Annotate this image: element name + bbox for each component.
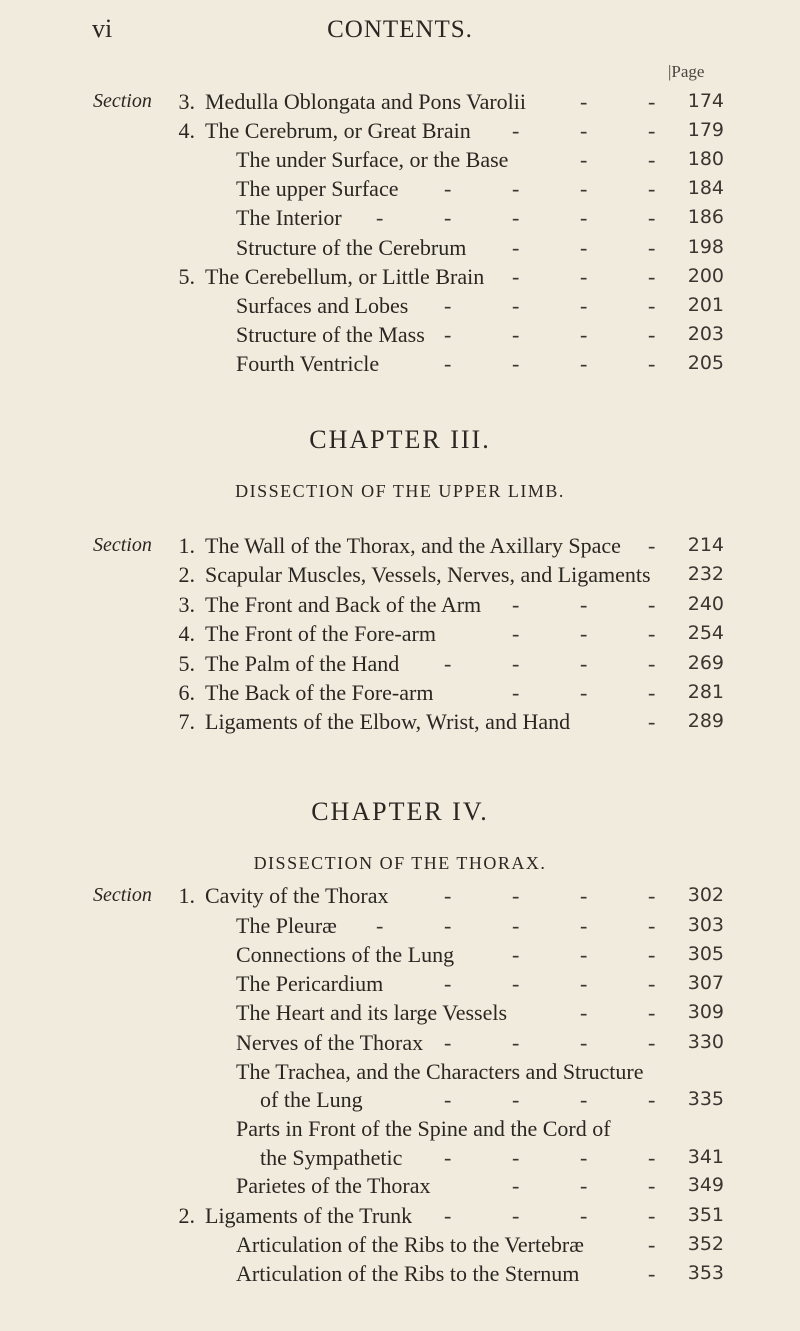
entry-title: Scapular Muscles, Vessels, Nerves, and Ligaments	[205, 562, 651, 587]
entry-title: the Sympathetic	[260, 1145, 403, 1170]
entry-title: Structure of the Cerebrum	[236, 235, 467, 260]
entry-title: The Heart and its large Vessels	[236, 1000, 508, 1025]
section-label: Section	[93, 534, 152, 556]
entry-title: Articulation of the Ribs to the Sternum	[236, 1261, 580, 1286]
entry-title: The Interior	[236, 205, 342, 230]
entry-title: Parietes of the Thorax	[236, 1173, 431, 1198]
entry-title: Structure of the Mass	[236, 322, 425, 347]
page-ref: 200	[687, 265, 724, 287]
entry-title: The Trachea, and the Characters and Structure	[236, 1059, 644, 1084]
page-ref: 254	[687, 622, 724, 644]
section-number: 3.	[178, 592, 195, 617]
page-ref: 281	[687, 681, 724, 703]
entry-title: The Wall of the Thorax, and the Axillary Space	[205, 533, 621, 558]
entry-title: The Pleuræ	[236, 913, 337, 938]
section-number: 5.	[178, 264, 195, 289]
page-number: vi	[92, 14, 113, 43]
section-number: 1.	[178, 533, 195, 558]
page-ref: 205	[687, 352, 724, 374]
entry-title: The under Surface, or the Base	[236, 147, 509, 172]
entry-title: Ligaments of the Elbow, Wrist, and Hand	[205, 709, 571, 734]
entry-title: The upper Surface	[236, 176, 399, 201]
section-number: 2.	[178, 562, 195, 587]
chapter-subheading: DISSECTION OF THE UPPER LIMB.	[235, 481, 565, 501]
page-ref: 303	[687, 914, 724, 936]
page-ref: 174	[687, 90, 724, 112]
running-title: CONTENTS.	[327, 16, 473, 43]
page-ref: 349	[687, 1174, 724, 1196]
page-ref: 353	[687, 1262, 724, 1284]
page-ref: 269	[687, 652, 724, 674]
entry-title: Fourth Ventricle	[236, 351, 380, 376]
page-ref: 351	[687, 1204, 724, 1226]
page-ref: 302	[687, 884, 724, 906]
section-number: 1.	[178, 883, 195, 908]
page-ref: 179	[687, 119, 724, 141]
entry-title: Nerves of the Thorax	[236, 1030, 424, 1055]
page-ref: 330	[687, 1031, 724, 1053]
page-ref: 335	[687, 1088, 724, 1110]
section-label: Section	[93, 884, 152, 906]
section-number: 3.	[178, 89, 195, 114]
entry-title: The Cerebellum, or Little Brain	[205, 264, 485, 289]
page-ref: 232	[687, 563, 724, 585]
entry-title: The Palm of the Hand	[205, 651, 400, 676]
entry-title: The Front and Back of the Arm	[205, 592, 482, 617]
section-number: 7.	[178, 709, 195, 734]
page-ref: 240	[687, 593, 724, 615]
page-ref: 214	[687, 534, 724, 556]
entry-title: The Front of the Fore-arm	[205, 621, 436, 646]
section-number: 6.	[178, 680, 195, 705]
section-number: 5.	[178, 651, 195, 676]
entry-title: Articulation of the Ribs to the Vertebræ	[236, 1232, 584, 1257]
chapter-heading: CHAPTER IV.	[311, 797, 489, 826]
entry-title: Ligaments of the Trunk	[205, 1203, 413, 1228]
entry-title: Surfaces and Lobes	[236, 293, 409, 318]
page-column-label: |Page	[668, 62, 705, 81]
page-ref: 305	[687, 943, 724, 965]
page-ref: 184	[687, 177, 724, 199]
section-number: 2.	[178, 1203, 195, 1228]
chapter-heading: CHAPTER III.	[309, 425, 491, 454]
entry-title: The Cerebrum, or Great Brain	[205, 118, 471, 143]
entry-title: Cavity of the Thorax	[205, 883, 389, 908]
section-number: 4.	[178, 118, 195, 143]
entry-title: Parts in Front of the Spine and the Cord of	[236, 1116, 611, 1141]
page-ref: 180	[687, 148, 724, 170]
page-ref: 198	[687, 236, 724, 258]
entry-title: The Back of the Fore-arm	[205, 680, 434, 705]
page-ref: 203	[687, 323, 724, 345]
entry-title: of the Lung	[260, 1087, 363, 1112]
page-ref: 352	[687, 1233, 724, 1255]
page-ref: 289	[687, 710, 724, 732]
section-number: 4.	[178, 621, 195, 646]
entry-title: Medulla Oblongata and Pons Varolii	[205, 89, 526, 114]
page-ref: 341	[687, 1146, 724, 1168]
page-header	[0, 14, 800, 54]
section-label: Section	[93, 90, 152, 112]
page-ref: 186	[687, 206, 724, 228]
chapter-subheading: DISSECTION OF THE THORAX.	[253, 853, 547, 873]
page-ref: 309	[687, 1001, 724, 1023]
entry-title: The Pericardium	[236, 971, 384, 996]
entry-title: Connections of the Lung	[236, 942, 455, 967]
page-ref: 307	[687, 972, 724, 994]
page-ref: 201	[687, 294, 724, 316]
